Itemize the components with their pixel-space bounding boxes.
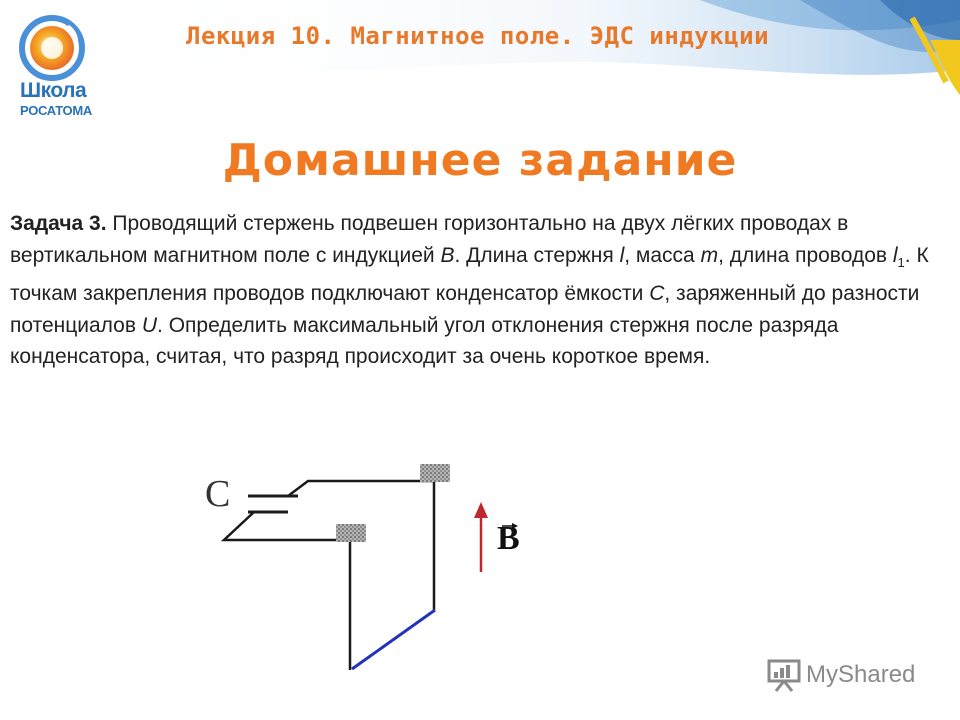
conducting-rod: [352, 610, 435, 669]
watermark-text: MyShared: [806, 661, 916, 688]
myshared-watermark: [766, 655, 915, 695]
var-l1: l: [892, 243, 898, 267]
presentation-icon: [766, 658, 802, 692]
header-decoration: [0, 0, 960, 110]
problem-label: Задача 3.: [10, 212, 107, 235]
problem-text-part: , длина проводов: [718, 243, 893, 267]
page-title: Домашнее задание: [222, 135, 738, 186]
circuit-diagram: [190, 460, 550, 680]
problem-text-part: , заряженный до разности потенциалов: [10, 282, 920, 337]
lecture-title: Лекция 10. Магнитное поле. ЭДС индукции: [186, 22, 770, 50]
var-U: U: [141, 313, 158, 337]
field-label: B: [497, 520, 520, 557]
wire-back: [288, 481, 434, 610]
problem-text-part: . Определить максимальный угол отклонения стержня после разряда конденсатора, считая, что разряд происходит за очень короткое время.: [10, 313, 839, 369]
mount-front: [336, 524, 366, 542]
problem-text-part: . К точкам закрепления проводов подключают конденсатор ёмкости: [10, 243, 929, 306]
var-l1-subscript: 1: [897, 254, 905, 270]
capacitor-label: C: [205, 473, 231, 515]
logo-text-shkola: Школа: [20, 79, 87, 102]
problem-text-part: . Длина стержня: [454, 243, 620, 267]
mount-back: [420, 464, 450, 482]
wire-front: [224, 512, 350, 670]
problem-text-part: , масса: [624, 243, 701, 267]
var-m: m: [700, 243, 719, 267]
var-l: l: [619, 243, 625, 267]
problem-text: [10, 208, 950, 373]
problem-text-part: Проводящий стержень подвешен горизонтально на двух лёгких проводах в вертикальном магнитном поле с индукцией: [10, 212, 849, 267]
logo-text-rosatoma: РОСАТОМА: [20, 103, 92, 118]
var-B: B: [440, 243, 455, 267]
var-C: C: [649, 282, 665, 306]
field-arrow-head: [474, 502, 488, 518]
